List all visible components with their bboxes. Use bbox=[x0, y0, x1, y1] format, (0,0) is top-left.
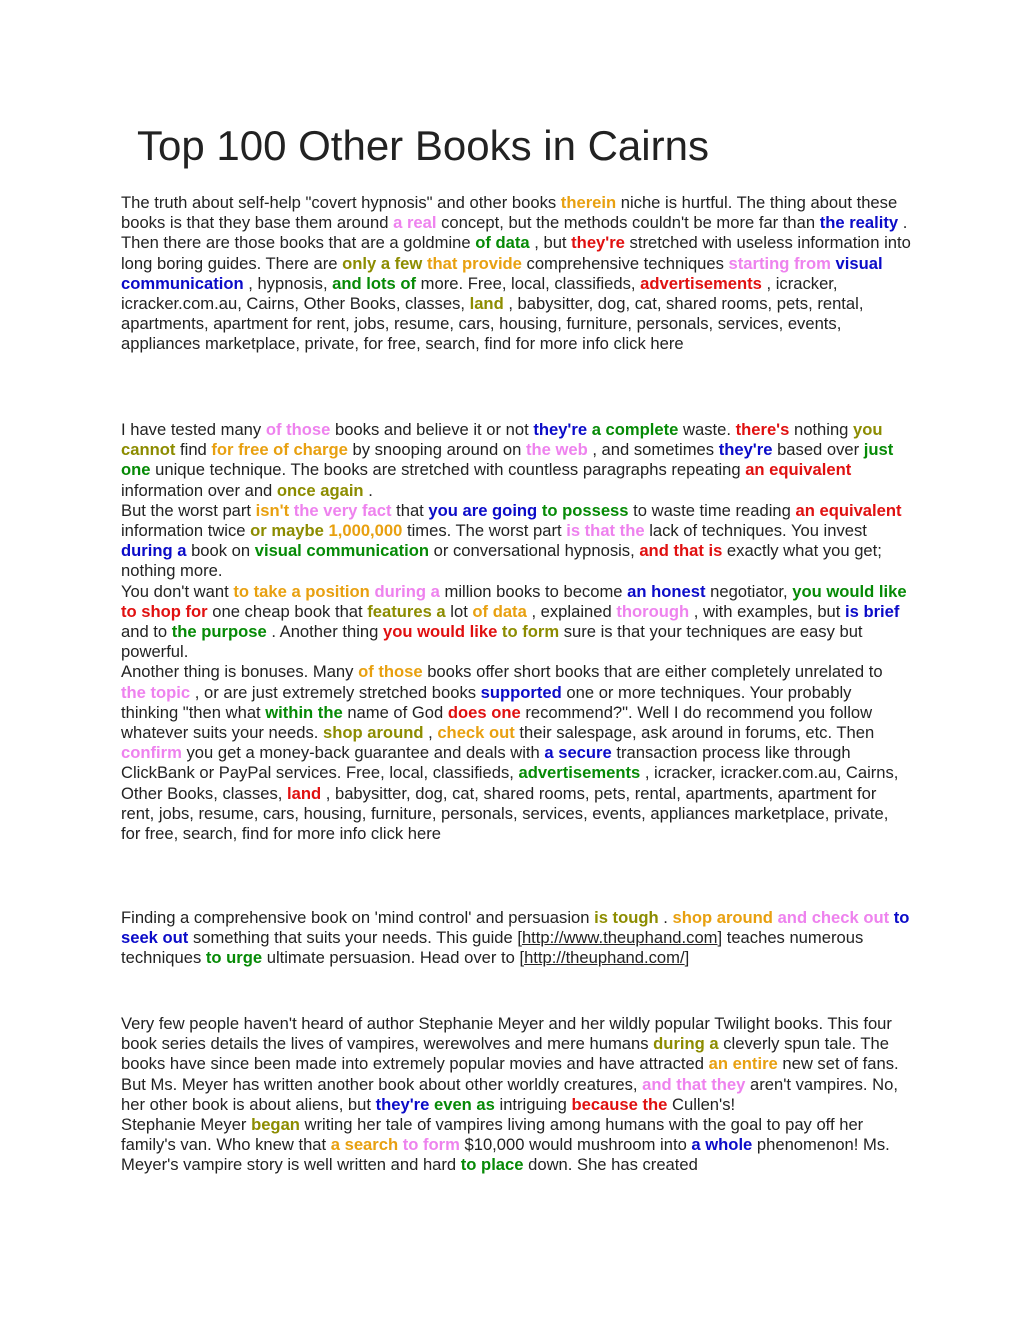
body-text: recommend?". Well I do recommend you follow whatever suits your needs. bbox=[121, 702, 873, 743]
highlighted-phrase: a search bbox=[330, 1135, 399, 1155]
body-text: Finding a comprehensive book on 'mind control' and persuasion bbox=[121, 908, 595, 927]
highlighted-phrase: does one bbox=[447, 702, 521, 722]
highlighted-phrase: a secure bbox=[544, 743, 612, 763]
body-text: Very few people haven't heard of author Stephanie Meyer and her wildly popular Twilight books. This four book series details the lives of vampires, werewolves and mere humans bbox=[121, 1014, 892, 1054]
body-text: lack of techniques. You invest bbox=[644, 521, 867, 541]
highlighted-phrase: to shop for bbox=[121, 601, 208, 621]
highlighted-phrase: an equivalent bbox=[745, 460, 852, 480]
body-text: $10,000 would mushroom into bbox=[459, 1135, 692, 1155]
highlighted-phrase: isn't bbox=[255, 500, 290, 520]
body-text: ] bbox=[684, 948, 690, 968]
body-text: writing her tale of vampires living among humans with the goal to pay off her family's van. Who knew that bbox=[121, 1115, 864, 1155]
highlighted-phrase: advertisements bbox=[518, 763, 641, 783]
highlighted-phrase: you would like bbox=[792, 581, 907, 601]
highlighted-phrase: began bbox=[251, 1115, 300, 1135]
body-text: Another thing is bonuses. Many bbox=[121, 662, 359, 682]
highlighted-phrase: within the bbox=[265, 702, 343, 722]
body-text: . bbox=[658, 908, 673, 927]
url-link[interactable]: http://theuphand.com/ bbox=[524, 948, 685, 968]
body-text: down. She has created bbox=[523, 1155, 698, 1175]
highlighted-phrase: of data bbox=[472, 601, 527, 621]
highlighted-phrase: to place bbox=[460, 1155, 524, 1175]
body-text: phenomenon! Ms. Meyer's vampire story is well written and hard bbox=[121, 1135, 890, 1175]
highlighted-phrase: just one bbox=[121, 440, 894, 480]
body-text: or conversational hypnosis, bbox=[429, 541, 640, 561]
body-text: their salespage, ask around in forums, etc. Then bbox=[514, 723, 875, 743]
body-text: lot bbox=[445, 601, 473, 621]
highlighted-phrase: is that the bbox=[566, 521, 645, 541]
body-text: name of God bbox=[342, 702, 448, 722]
body-text: , babysitter, dog, cat, shared rooms, pets, rental, apartments, apartment for rent, jobs, resume, cars, housing, furniture, personals, services, events, appliances marketplace, private, for free, search, find for more info click here bbox=[121, 294, 864, 354]
body-text: cleverly spun tale. The books have since been made into extremely popular movies and have attracted bbox=[121, 1034, 889, 1074]
body-text: to waste time reading bbox=[628, 500, 796, 520]
highlighted-phrase: or maybe bbox=[250, 521, 324, 541]
highlighted-phrase: they're bbox=[533, 420, 588, 439]
body-text: ultimate persuasion. Head over to [ bbox=[262, 948, 525, 968]
body-text: information over and bbox=[121, 480, 277, 500]
page-title: Top 100 Other Books in Cairns bbox=[137, 122, 709, 169]
body-text: one cheap book that bbox=[207, 601, 368, 621]
highlighted-phrase: they're bbox=[375, 1094, 430, 1114]
body-text: aren't vampires. No, her other book is about aliens, but bbox=[121, 1074, 898, 1114]
body-text: and to bbox=[121, 622, 172, 642]
body-text: , with examples, but bbox=[689, 601, 845, 621]
body-text: transaction process like through ClickBank or PayPal services. Free, local, classifieds, bbox=[121, 743, 851, 783]
highlighted-phrase: the reality bbox=[819, 213, 899, 233]
body-text: intriguing bbox=[494, 1094, 572, 1114]
highlighted-phrase: the purpose bbox=[171, 622, 267, 642]
highlighted-phrase: for free of charge bbox=[211, 440, 348, 460]
body-text: books offer short books that are either completely unrelated to bbox=[422, 662, 883, 682]
highlighted-phrase: a real bbox=[393, 213, 437, 233]
body-text: Stephanie Meyer bbox=[121, 1115, 252, 1135]
body-text: sure is that your techniques are easy but powerful. bbox=[121, 622, 863, 662]
body-text: , but bbox=[529, 233, 572, 253]
body-text: , icracker, icracker.com.au, Cairns, Other Books, classes, bbox=[121, 273, 838, 314]
paragraph-3 bbox=[121, 908, 911, 969]
highlighted-phrase: they're bbox=[718, 440, 773, 460]
body-text: waste. bbox=[678, 420, 736, 439]
paragraph-4 bbox=[121, 1014, 911, 1176]
body-text: you get a money-back guarantee and deals with bbox=[181, 743, 545, 763]
highlighted-phrase: supported bbox=[480, 682, 562, 702]
body-text: stretched with useless information into long boring guides. There are bbox=[121, 233, 911, 273]
highlighted-phrase: thorough bbox=[616, 601, 690, 621]
body-text: , hypnosis, bbox=[243, 273, 333, 293]
highlighted-phrase: visual communication bbox=[121, 253, 883, 293]
highlighted-phrase: check out bbox=[437, 723, 515, 743]
highlighted-phrase: of data bbox=[475, 233, 530, 253]
body-text: . Then there are those books that are a goldmine bbox=[121, 213, 908, 253]
highlighted-phrase: land bbox=[287, 783, 322, 803]
paragraph-2 bbox=[121, 420, 911, 844]
highlighted-phrase: an equivalent bbox=[795, 500, 902, 520]
body-text: You don't want bbox=[121, 581, 234, 601]
highlighted-phrase: and that is bbox=[639, 541, 723, 561]
body-text: , icracker, icracker.com.au, Cairns, Other Books, classes, bbox=[121, 763, 899, 803]
highlighted-phrase: to seek out bbox=[121, 908, 910, 948]
highlighted-phrase: to form bbox=[501, 622, 560, 642]
highlighted-phrase: visual communication bbox=[254, 541, 430, 561]
highlighted-phrase: an entire bbox=[708, 1054, 778, 1074]
highlighted-phrase: confirm bbox=[121, 743, 182, 763]
highlighted-phrase: to urge bbox=[205, 948, 263, 968]
highlighted-phrase: to take a position bbox=[233, 581, 370, 601]
highlighted-phrase: is tough bbox=[594, 908, 659, 927]
body-text: information twice bbox=[121, 521, 251, 541]
body-text: one or more techniques. Your probably thinking "then what bbox=[121, 682, 852, 722]
highlighted-phrase: land bbox=[469, 294, 504, 314]
body-text: times. The worst part bbox=[402, 521, 567, 541]
body-text: unique technique. The books are stretched with countless paragraphs repeating bbox=[150, 460, 746, 480]
body-text: exactly what you get; nothing more. bbox=[121, 541, 882, 581]
highlighted-phrase: and lots of bbox=[332, 273, 417, 293]
highlighted-phrase: a whole bbox=[691, 1135, 753, 1155]
body-text: I have tested many bbox=[121, 420, 266, 439]
highlighted-phrase: of those bbox=[265, 420, 331, 439]
body-text: book on bbox=[186, 541, 255, 561]
body-text: concept, but the methods couldn't be more far than bbox=[436, 213, 820, 233]
body-text: nothing bbox=[789, 420, 854, 439]
body-text: more. Free, local, classifieds, bbox=[416, 273, 641, 293]
highlighted-phrase: a complete bbox=[591, 420, 679, 439]
highlighted-phrase: the web bbox=[525, 440, 588, 460]
highlighted-phrase: during a bbox=[374, 581, 440, 601]
body-text: Cullen's! bbox=[667, 1094, 736, 1114]
highlighted-phrase: shop around bbox=[672, 908, 773, 927]
highlighted-phrase: to possess bbox=[541, 500, 629, 520]
highlighted-phrase: once again bbox=[276, 480, 364, 500]
highlighted-phrase: because the bbox=[571, 1094, 668, 1114]
body-text: The truth about self-help "covert hypnosis" and other books bbox=[121, 193, 561, 212]
body-text: , babysitter, dog, cat, shared rooms, pets, rental, apartments, apartment for rent, jobs, resume, cars, housing, furniture, personals, services, events, appliances marketplace, private, for free, search, find for more info click here bbox=[121, 783, 889, 844]
highlighted-phrase: advertisements bbox=[640, 273, 762, 293]
highlighted-phrase: an honest bbox=[627, 581, 706, 601]
highlighted-phrase: there's bbox=[735, 420, 790, 439]
highlighted-phrase: that provide bbox=[426, 253, 522, 273]
highlighted-phrase: therein bbox=[560, 193, 617, 212]
body-text: niche is hurtful. The thing about these books is that they base them around bbox=[121, 193, 898, 233]
body-text: negotiator, bbox=[705, 581, 793, 601]
highlighted-phrase: and that they bbox=[642, 1074, 746, 1094]
highlighted-phrase: the very fact bbox=[293, 500, 392, 520]
highlighted-phrase: to form bbox=[402, 1135, 460, 1155]
highlighted-phrase: the topic bbox=[121, 682, 191, 702]
highlighted-phrase: is brief bbox=[845, 601, 900, 621]
body-text: ] teaches numerous techniques bbox=[121, 928, 864, 968]
highlighted-phrase: even as bbox=[434, 1094, 495, 1114]
paragraph-1 bbox=[121, 193, 911, 355]
body-text: , explained bbox=[526, 601, 617, 621]
body-text: , bbox=[423, 723, 438, 743]
highlighted-phrase: shop around bbox=[323, 723, 424, 743]
highlighted-phrase: of those bbox=[358, 662, 423, 682]
body-text: books and believe it or not bbox=[330, 420, 534, 439]
body-text: find bbox=[175, 440, 212, 460]
highlighted-phrase: you are going bbox=[428, 500, 538, 520]
body-text: new set of fans. But Ms. Meyer has written another book about other worldly creatures, bbox=[121, 1054, 899, 1094]
highlighted-phrase: 1,000,000 bbox=[328, 521, 403, 541]
highlighted-phrase: you cannot bbox=[121, 420, 883, 460]
body-text: . Another thing bbox=[266, 622, 383, 642]
body-text: million books to become bbox=[439, 581, 628, 601]
body-text: something that suits your needs. This guide [ bbox=[188, 928, 522, 948]
highlighted-phrase: during a bbox=[121, 541, 187, 561]
body-text: by snooping around on bbox=[347, 440, 526, 460]
highlighted-phrase: starting from bbox=[728, 253, 831, 273]
body-text: that bbox=[391, 500, 429, 520]
body-text: , or are just extremely stretched books bbox=[190, 682, 481, 702]
highlighted-phrase: they're bbox=[571, 233, 625, 253]
highlighted-phrase: only a few bbox=[342, 253, 423, 273]
highlighted-phrase: you would like bbox=[382, 622, 498, 642]
body-text: . bbox=[363, 480, 373, 500]
body-text: , and sometimes bbox=[587, 440, 719, 460]
url-link[interactable]: http://www.theuphand.com bbox=[521, 928, 718, 948]
highlighted-phrase: and check out bbox=[777, 908, 890, 927]
body-text: But the worst part bbox=[121, 500, 256, 520]
highlighted-phrase: during a bbox=[653, 1034, 719, 1054]
body-text: comprehensive techniques bbox=[521, 253, 729, 273]
body-text: based over bbox=[772, 440, 864, 460]
highlighted-phrase: features a bbox=[367, 601, 446, 621]
